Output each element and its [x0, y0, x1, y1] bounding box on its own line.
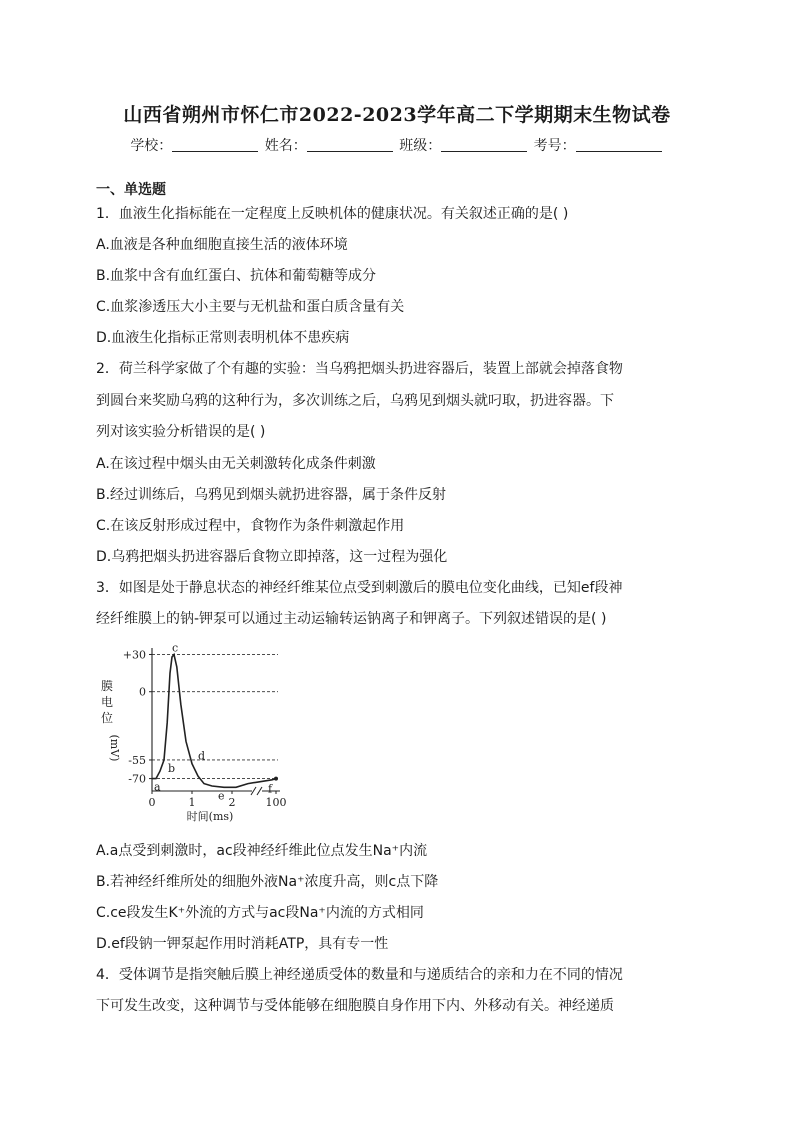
q3-option-b: B.若神经纤维所处的细胞外液Na⁺浓度升高，则c点下降 [96, 874, 439, 890]
y-tick-label: -55 [128, 753, 146, 767]
q3-option-d: D.ef段钠一钾泵起作用时消耗ATP，具有专一性 [96, 936, 389, 952]
field-number-blank[interactable] [576, 137, 662, 152]
field-class-label: 班级： [399, 138, 442, 154]
q3-stem-line-2: 经纤维膜上的钠-钾泵可以通过主动运输转运钠离子和钾离子。下列叙述错误的是( ) [96, 611, 607, 627]
chart-y-axis-label [101, 679, 121, 761]
x-tick-label: 1 [188, 796, 196, 809]
q3-option-c: C.ce段发生K⁺外流的方式与ac段Na⁺内流的方式相同 [96, 905, 424, 921]
y-tick-label: -70 [128, 772, 146, 786]
q4-stem-line-1: 4．受体调节是指突触后膜上神经递质受体的数量和与递质结合的亲和力在不同的情况 [96, 967, 623, 983]
x-tick-label: 100 [265, 796, 287, 809]
x-tick-label: 0 [148, 796, 156, 809]
q2-stem-line-2: 到圆台来奖励乌鸦的这种行为，多次训练之后，乌鸦见到烟头就叼取，扔进容器。下 [96, 393, 614, 409]
q2-stem-line-1: 2．荷兰科学家做了个有趣的实验：当乌鸦把烟头扔进容器后，装置上部就会掉落食物 [96, 361, 623, 377]
q2-option-a: A.在该过程中烟头由无关刺激转化成条件刺激 [96, 456, 376, 472]
q1-option-d: D.血液生化指标正常则表明机体不患疾病 [96, 330, 350, 346]
q2-option-b: B.经过训练后，乌鸦见到烟头就扔进容器，属于条件反射 [96, 487, 447, 503]
x-tick-label: 2 [228, 796, 236, 809]
point-label-c: c [172, 641, 179, 655]
point-label-b: b [168, 761, 176, 775]
y-tick-label: +30 [122, 648, 146, 662]
q1-stem: 1．血液生化指标能在一定程度上反映机体的健康状况。有关叙述正确的是( ) [96, 206, 569, 222]
y-label-char: 位 [100, 711, 114, 725]
q4-stem-line-2: 下可发生改变，这种调节与受体能够在细胞膜自身作用下内、外移动有关。神经递质 [96, 998, 614, 1014]
y-label-unit: (mV) [108, 734, 121, 762]
field-number-label: 考号： [533, 138, 576, 154]
point-label-e: e [218, 789, 225, 803]
point-f-marker [274, 777, 278, 781]
q3-option-a: A.a点受到刺激时，ac段神经纤维此位点发生Na⁺内流 [96, 843, 428, 859]
chart-x-axis-label: 时间(ms) [186, 810, 234, 823]
page-title: 山西省朔州市怀仁市2022-2023学年高二下学期期末生物试卷 [123, 104, 671, 126]
q2-option-d: D.乌鸦把烟头扔进容器后食物立即掉落，这一过程为强化 [96, 549, 448, 565]
chart-reference-lines [152, 654, 278, 778]
membrane-potential-chart [94, 640, 294, 824]
q1-option-c: C.血浆渗透压大小主要与无机盐和蛋白质含量有关 [96, 299, 405, 315]
chart-y-ticks [123, 648, 152, 785]
field-name-label: 姓名： [264, 138, 307, 154]
section-title: 一、单选题 [96, 182, 166, 198]
point-label-f: f [268, 782, 273, 796]
q3-stem-line-1: 3．如图是处于静息状态的神经纤维某位点受到刺激后的膜电位变化曲线，已知ef段神 [96, 580, 623, 596]
q1-option-b: B.血浆中含有血红蛋白、抗体和葡萄糖等成分 [96, 268, 377, 284]
q2-stem-line-3: 列对该实验分析错误的是( ) [96, 424, 266, 440]
q1-option-a: A.血液是各种血细胞直接生活的液体环境 [96, 237, 348, 253]
y-tick-label: 0 [139, 685, 146, 699]
y-label-char: 电 [100, 695, 114, 709]
q2-option-c: C.在该反射形成过程中，食物作为条件刺激起作用 [96, 518, 405, 534]
field-school-blank[interactable] [172, 137, 258, 152]
field-class-blank[interactable] [441, 137, 527, 152]
axis-break-mark [257, 787, 262, 795]
student-info-row [0, 135, 794, 155]
field-name-blank[interactable] [307, 137, 393, 152]
point-label-d: d [198, 749, 206, 763]
y-label-char: 膜 [100, 679, 114, 693]
field-school-label: 学校： [130, 138, 173, 154]
point-label-a: a [154, 780, 161, 794]
